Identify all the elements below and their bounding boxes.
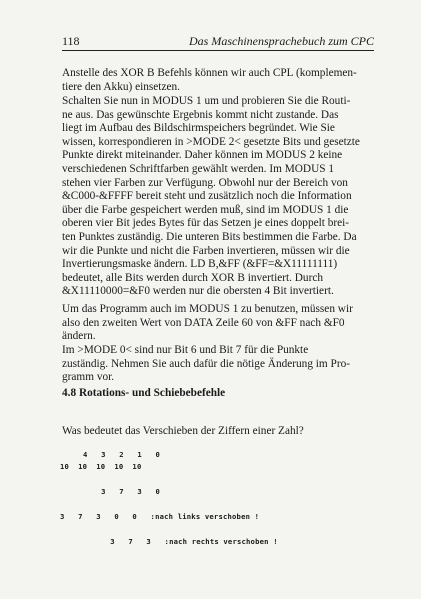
running-title: Das Maschinensprachebuch zum CPC bbox=[189, 34, 374, 48]
question-text: Was bedeutet das Verschieben der Ziffern einer Zahl? bbox=[62, 425, 304, 437]
text-line: stehen vier Farben zur Verfügung. Obwohl nur der Bereich von bbox=[62, 176, 348, 189]
paragraph-modus-explanation bbox=[62, 95, 374, 299]
text-line: &C000-&FFFF bereit steht und zusätzlich noch die Information bbox=[62, 190, 352, 203]
text-line: Schalten Sie nun in MODUS 1 um und probieren Sie die Routi- bbox=[62, 95, 351, 107]
text-line: liegt im Aufbau des Bildschirmspeichers begründet. Wie Sie bbox=[62, 122, 335, 135]
text-line: zuständig. Nehmen Sie auch dafür die nötige Änderung im Pro- bbox=[62, 357, 350, 370]
section-heading: 4.8 Rotations- und Schiebebefehle bbox=[62, 387, 226, 399]
text-line: Um das Programm auch im MODUS 1 zu benutzen, müssen wir bbox=[62, 303, 353, 315]
text-line: Punkte direkt miteinander. Daher können im MODUS 2 keine bbox=[62, 149, 343, 162]
text-line: also den zweiten Wert von DATA Zeile 60 von &FF nach &F0 bbox=[62, 316, 345, 329]
code-line: 3 7 3 0 0 :nach links verschoben ! bbox=[60, 512, 260, 521]
paragraph-modus1-usage bbox=[62, 303, 374, 344]
page-header bbox=[62, 32, 374, 51]
text-line: gramm vor. bbox=[62, 371, 115, 384]
text-line: bedeutet, alle Bits werden durch XOR B invertiert. Durch bbox=[62, 271, 324, 284]
page-number: 118 bbox=[62, 34, 80, 48]
text-line: wissen, korrespondieren in >MODE 2< gesetzte Bits und gesetzte bbox=[62, 135, 360, 148]
text-line: Anstelle des XOR B Befehls können wir auch CPL (komplemen- bbox=[62, 67, 357, 79]
text-line: Im >MODE 0< sind nur Bit 6 und Bit 7 für die Punkte bbox=[62, 344, 309, 356]
text-line: oberen vier Bit jedes Bytes für das Setzen je eines doppelt brei- bbox=[62, 217, 350, 230]
text-line: verschiedenen Schriftfarben gewählt werden. Im MODUS 1 bbox=[62, 162, 334, 175]
paragraph-xor-cpl bbox=[62, 67, 374, 94]
text-line: &X11110000=&F0 werden nur die obersten 4 Bit invertiert. bbox=[62, 285, 334, 298]
text-line: wir die Punkte und nicht die Farben invertieren, müssen wir die bbox=[62, 244, 350, 257]
code-line: 10 10 10 10 10 bbox=[60, 462, 142, 471]
code-line: 4 3 2 1 0 bbox=[74, 450, 161, 459]
paragraph-mode0 bbox=[62, 344, 374, 385]
text-line: ändern. bbox=[62, 330, 96, 343]
text-line: über die Farbe gespeichert werden muß, sind im MODUS 1 die bbox=[62, 203, 349, 216]
code-line: 3 7 3 :nach rechts verschoben ! bbox=[74, 537, 278, 546]
text-line: Invertierungsmaske ändern. LD B,&FF (&FF=&X11111111) bbox=[62, 258, 338, 271]
text-line: ten Punktes zuständig. Die unteren Bits bestimmen die Farbe. Da bbox=[62, 230, 357, 243]
text-line: ne aus. Das gewünschte Ergebnis kommt nicht zustande. Das bbox=[62, 108, 339, 121]
text-line: tiere den Akku) einsetzen. bbox=[62, 80, 180, 93]
code-line: 3 7 3 0 bbox=[74, 487, 161, 496]
